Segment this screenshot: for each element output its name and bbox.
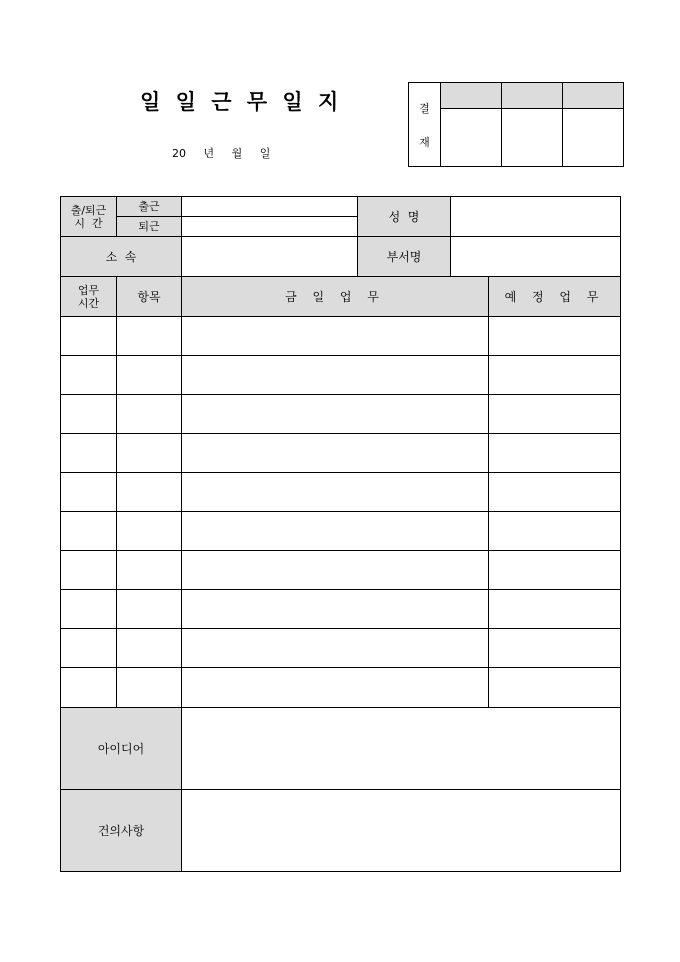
table-row — [61, 668, 621, 708]
today-work-cell[interactable] — [182, 629, 489, 668]
affiliation-label: 소 속 — [61, 237, 182, 277]
approval-header-cell — [502, 83, 563, 109]
work-time-cell[interactable] — [61, 317, 117, 356]
item-cell[interactable] — [117, 551, 182, 590]
today-work-cell[interactable] — [182, 356, 489, 395]
planned-work-cell[interactable] — [489, 395, 621, 434]
planned-work-cell[interactable] — [489, 668, 621, 708]
table-row — [61, 629, 621, 668]
table-row — [61, 356, 621, 395]
work-time-cell[interactable] — [61, 668, 117, 708]
suggestion-label: 건의사항 — [61, 790, 182, 872]
clock-out-field[interactable] — [182, 217, 358, 237]
item-cell[interactable] — [117, 356, 182, 395]
planned-work-cell[interactable] — [489, 317, 621, 356]
page-title: 일 일 근 무 일 지 — [140, 89, 341, 114]
work-time-cell[interactable] — [61, 551, 117, 590]
table-row — [61, 317, 621, 356]
table-row — [61, 473, 621, 512]
planned-work-cell[interactable] — [489, 356, 621, 395]
item-cell[interactable] — [117, 629, 182, 668]
today-work-header: 금 일 업 무 — [182, 277, 489, 317]
item-cell[interactable] — [117, 512, 182, 551]
name-field[interactable] — [451, 197, 621, 237]
work-time-header — [61, 277, 117, 317]
work-time-cell[interactable] — [61, 473, 117, 512]
approval-sign-cell[interactable] — [502, 109, 563, 167]
table-row — [61, 512, 621, 551]
item-header: 항목 — [117, 277, 182, 317]
item-cell[interactable] — [117, 434, 182, 473]
item-cell[interactable] — [117, 395, 182, 434]
clock-out-label: 퇴근 — [117, 217, 182, 237]
planned-work-cell[interactable] — [489, 551, 621, 590]
planned-work-cell[interactable] — [489, 590, 621, 629]
commute-label-top: 출/퇴근 — [70, 203, 107, 217]
approval-header-cell — [563, 83, 624, 109]
today-work-cell[interactable] — [182, 473, 489, 512]
clock-in-label: 출근 — [117, 197, 182, 217]
idea-field[interactable] — [182, 708, 621, 790]
approval-sign-cell[interactable] — [441, 109, 502, 167]
work-time-cell[interactable] — [61, 590, 117, 629]
approval-label — [409, 83, 441, 167]
affiliation-field[interactable] — [182, 237, 358, 277]
name-label: 성 명 — [358, 197, 451, 237]
today-work-cell[interactable] — [182, 551, 489, 590]
work-time-cell[interactable] — [61, 434, 117, 473]
today-work-cell[interactable] — [182, 317, 489, 356]
today-work-cell[interactable] — [182, 434, 489, 473]
idea-label: 아이디어 — [61, 708, 182, 790]
commute-label-bottom: 시 간 — [74, 216, 103, 230]
work-time-cell[interactable] — [61, 395, 117, 434]
table-row — [61, 551, 621, 590]
planned-work-cell[interactable] — [489, 434, 621, 473]
approval-header-cell — [441, 83, 502, 109]
work-time-cell[interactable] — [61, 512, 117, 551]
work-time-top: 업무 — [77, 283, 100, 297]
item-cell[interactable] — [117, 317, 182, 356]
approval-label-bottom: 재 — [419, 135, 430, 149]
work-log-table — [60, 196, 621, 872]
item-cell[interactable] — [117, 473, 182, 512]
table-row — [61, 395, 621, 434]
date-line: 20 년 월 일 — [172, 147, 271, 160]
table-row — [61, 590, 621, 629]
today-work-cell[interactable] — [182, 512, 489, 551]
planned-work-cell[interactable] — [489, 629, 621, 668]
department-field[interactable] — [451, 237, 621, 277]
item-cell[interactable] — [117, 590, 182, 629]
today-work-cell[interactable] — [182, 590, 489, 629]
clock-in-field[interactable] — [182, 197, 358, 217]
approval-label-top: 결 — [419, 101, 430, 115]
commute-time-label — [61, 197, 117, 237]
approval-box — [408, 82, 624, 167]
work-time-bottom: 시간 — [77, 296, 100, 310]
today-work-cell[interactable] — [182, 395, 489, 434]
planned-work-cell[interactable] — [489, 473, 621, 512]
work-time-cell[interactable] — [61, 629, 117, 668]
department-label: 부서명 — [358, 237, 451, 277]
planned-work-header: 예 정 업 무 — [489, 277, 621, 317]
planned-work-cell[interactable] — [489, 512, 621, 551]
work-time-cell[interactable] — [61, 356, 117, 395]
suggestion-field[interactable] — [182, 790, 621, 872]
item-cell[interactable] — [117, 668, 182, 708]
table-row — [61, 434, 621, 473]
today-work-cell[interactable] — [182, 668, 489, 708]
approval-sign-cell[interactable] — [563, 109, 624, 167]
